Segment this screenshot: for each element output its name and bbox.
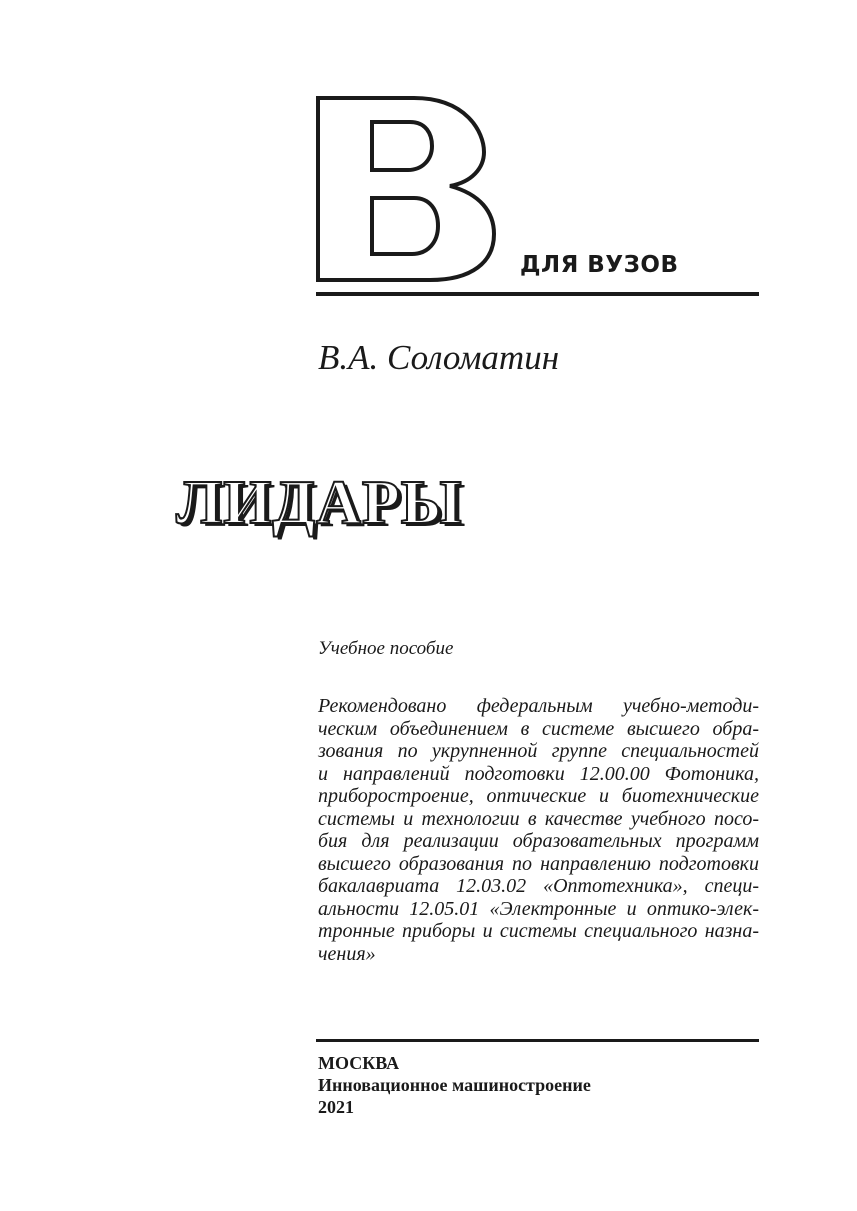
author-name: В.А. Соломатин xyxy=(318,338,560,377)
document-type: Учебное пособие xyxy=(318,638,454,659)
recommendation-line: зования по укрупненной группе специальностей xyxy=(318,740,759,762)
bottom-rule-divider xyxy=(316,1039,759,1042)
recommendation-line: тронные приборы и системы специального назна- xyxy=(318,920,759,942)
recommendation-line: ческим объединением в системе высшего обра- xyxy=(318,717,759,740)
imprint-city: МОСКВА xyxy=(318,1053,400,1073)
imprint-block xyxy=(318,1052,591,1118)
recommendation-line: Рекомендовано федеральным учебно-методи- xyxy=(318,695,759,717)
imprint-publisher: Инновационное машиностроение xyxy=(318,1075,591,1095)
imprint-year: 2021 xyxy=(318,1097,354,1117)
series-label: ДЛЯ ВУЗОВ xyxy=(520,252,679,278)
recommendation-line: бия для реализации образовательных программ xyxy=(318,830,759,852)
book-title: ЛИДАРЫ xyxy=(176,469,463,537)
recommendation-line: бакалавриата 12.03.02 «Оптотехника», специ- xyxy=(318,875,759,897)
top-rule-divider xyxy=(316,292,759,296)
recommendation-line: системы и технологии в качестве учебного посо- xyxy=(318,807,759,830)
series-logo-b-icon xyxy=(314,94,498,284)
recommendation-text xyxy=(318,695,759,965)
recommendation-line: высшего образования по направлению подготовки xyxy=(318,852,759,875)
recommendation-line: и направлений подготовки 12.00.00 Фотоника, xyxy=(318,762,759,785)
recommendation-line: чения» xyxy=(318,942,376,965)
recommendation-line: приборостроение, оптические и биотехнические xyxy=(318,785,759,807)
recommendation-line: альности 12.05.01 «Электронные и оптико-элек- xyxy=(318,897,759,920)
